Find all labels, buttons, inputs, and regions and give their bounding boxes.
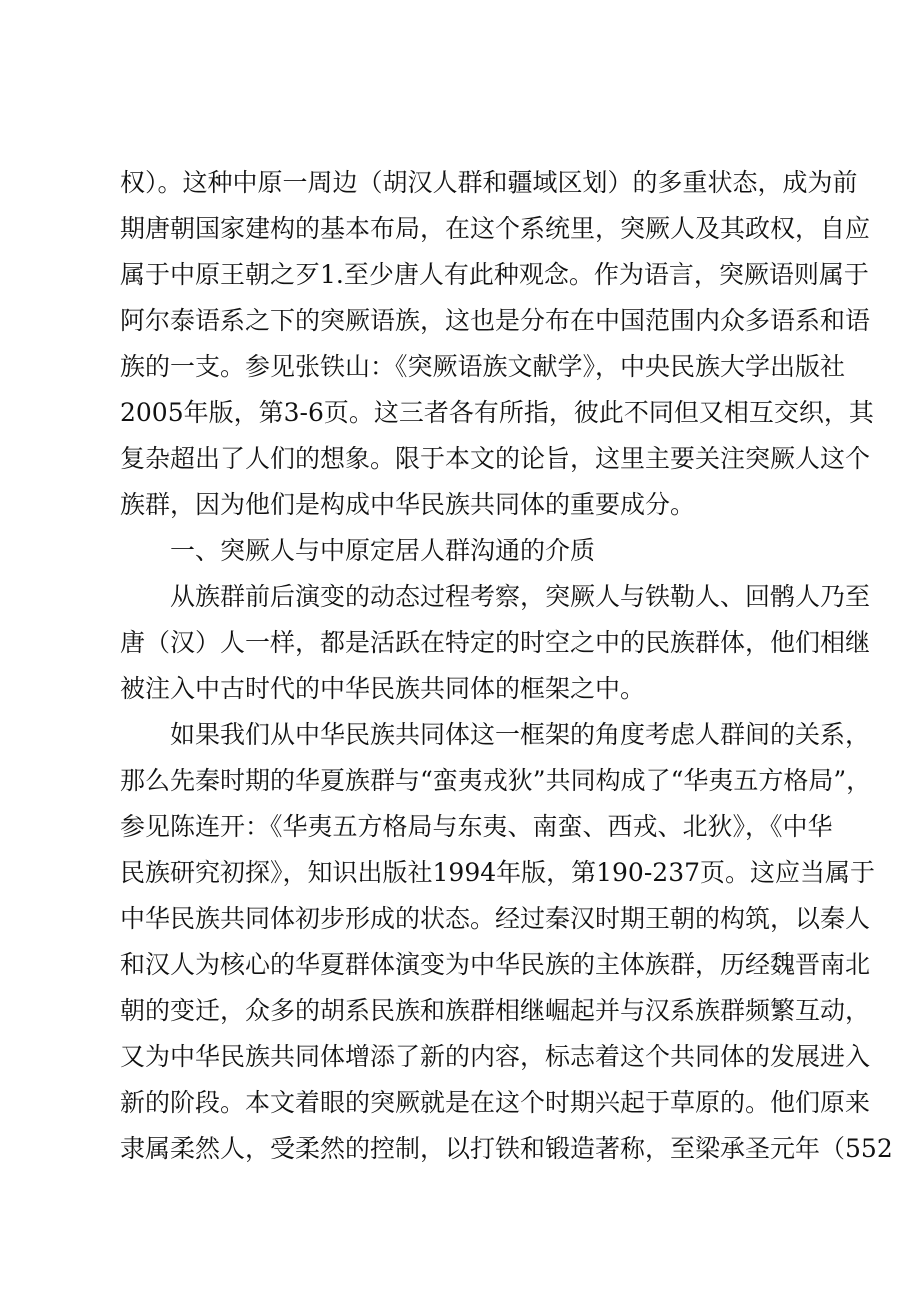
text-line: 复杂超出了人们的想象。限于本文的论旨，这里主要关注突厥人这个: [120, 444, 871, 473]
section-heading: [120, 528, 805, 574]
text-line: 和汉人为核心的华夏群体演变为中华民族的主体族群，历经魏晋南北: [120, 950, 871, 979]
text-line: 被注入中古时代的中华民族共同体的框架之中。: [120, 674, 646, 703]
text-line: 如果我们从中华民族共同体这一框架的角度考虑人群间的关系，: [170, 720, 871, 749]
text-line: 参见陈连开：《华夷五方格局与东夷、南蛮、西戎、北狄》，《中华: [120, 812, 833, 841]
paragraph: [120, 574, 871, 712]
text-line: 属于中原王朝之歹1.至少唐人有此种观念。作为语言，突厥语则属于: [120, 260, 869, 289]
body-text: [120, 160, 893, 1172]
text-line: 族群，因为他们是构成中华民族共同体的重要成分。: [120, 490, 696, 519]
text-line: 从族群前后演变的动态过程考察，突厥人与铁勒人、回鹘人乃至: [170, 582, 871, 611]
paragraph: [120, 160, 874, 528]
text-line: 权）。这种中原一周边（胡汉人群和疆域区划）的多重状态，成为前: [120, 168, 858, 197]
text-line: 唐（汉）人一样，都是活跃在特定的时空之中的民族群体，他们相继: [120, 628, 871, 657]
text-line: 期唐朝国家建构的基本布局，在这个系统里，突厥人及其政权，自应: [120, 214, 871, 243]
text-line: 朝的变迁，众多的胡系民族和族群相继崛起并与汉系族群频繁互动，: [120, 996, 871, 1025]
paragraph: [120, 712, 893, 1172]
text-line: 阿尔泰语系之下的突厥语族，这也是分布在中国范围内众多语系和语: [120, 306, 871, 335]
text-line: 民族研究初探》，知识出版社1994年版，第190-237页。这应当属于: [120, 858, 876, 887]
text-line: 中华民族共同体初步形成的状态。经过秦汉时期王朝的构筑，以秦人: [120, 904, 871, 933]
heading-text: 一、突厥人与中原定居人群沟通的介质: [170, 536, 596, 565]
text-line: 隶属柔然人，受柔然的控制，以打铁和锻造著称，至梁承圣元年（552: [120, 1134, 893, 1163]
text-line: 那么先秦时期的华夏族群与“蛮夷戎狄”共同构成了“华夷五方格局”，: [120, 766, 872, 795]
text-line: 新的阶段。本文着眼的突厥就是在这个时期兴起于草原的。他们原来: [120, 1088, 871, 1117]
text-line: 2005年版，第3-6页。这三者各有所指，彼此不同但又相互交织，其: [120, 398, 874, 427]
text-line: 又为中华民族共同体增添了新的内容，标志着这个共同体的发展进入: [120, 1042, 871, 1071]
text-line: 族的一支。参见张铁山：《突厥语族文献学》，中央民族大学出版社: [120, 352, 846, 381]
